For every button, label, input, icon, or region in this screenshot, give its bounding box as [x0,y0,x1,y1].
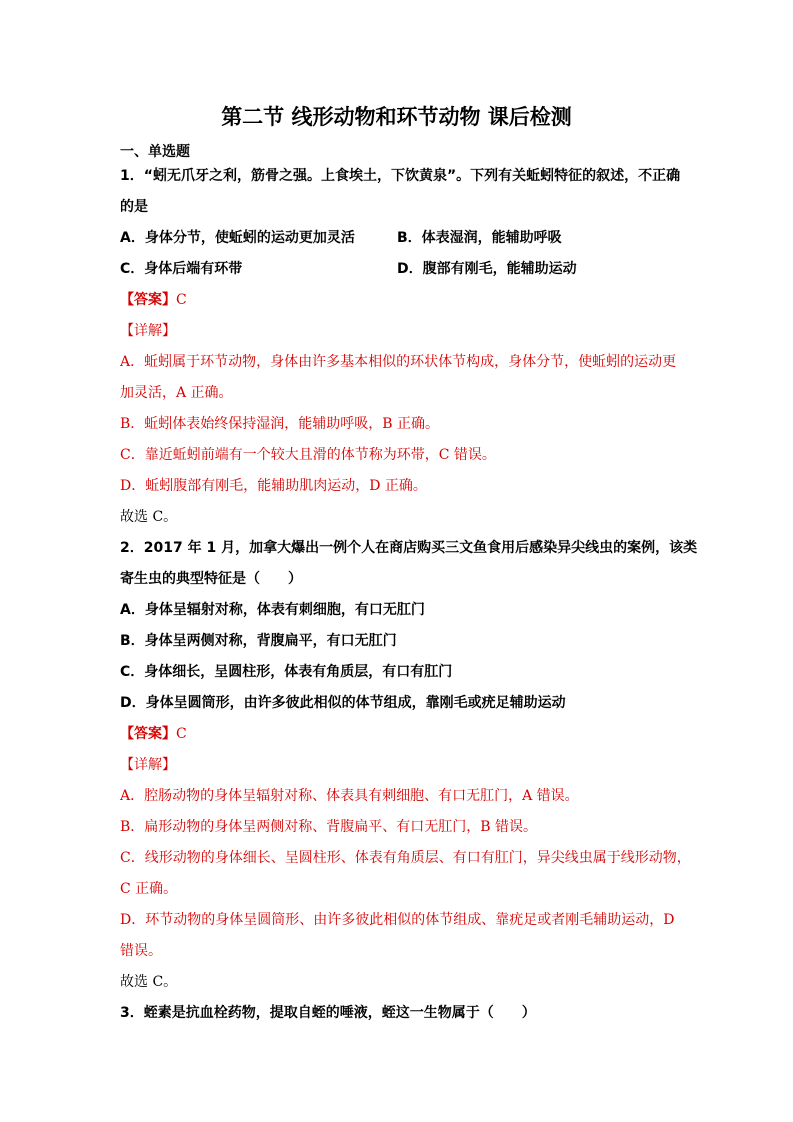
q2-option-c: C．身体细长，呈圆柱形，体表有角质层，有口有肛门 [120,664,453,680]
q1-explanation-a-line2: 加灵活，A 正确。 [120,385,233,401]
q2-answer [120,724,680,744]
q1-stem-line2: 的是 [120,199,148,215]
q1-explanation-b: B．蚯蚓体表始终保持湿润，能辅助呼吸，B 正确。 [120,416,440,432]
answer-value: C [176,292,187,308]
answer-label: 【答案】 [120,726,176,742]
q2-explanation-a: A．腔肠动物的身体呈辐射对称、体表具有刺细胞、有口无肛门，A 错误。 [120,788,579,804]
q2-explanation-c-line2: C 正确。 [120,881,178,897]
page-title: 第二节 线形动物和环节动物 课后检测 [221,105,572,129]
q2-explanation-d-line2: 错误。 [120,943,162,959]
q1-option-c: C．身体后端有环带 [120,261,243,277]
q2-conclusion: 故选 C。 [120,974,178,990]
q2-stem-line2: 寄生虫的典型特征是（ ） [120,571,302,587]
q2-explanation-d-line1: D．环节动物的身体呈圆筒形、由许多彼此相似的体节组成、靠疣足或者刚毛辅助运动，D [120,912,675,928]
q2-detail-label: 【详解】 [120,757,176,773]
q2-explanation-c-line1: C．线形动物的身体细长、呈圆柱形、体表有角质层、有口有肛门，异尖线虫属于线形动物， [120,850,691,866]
q1-option-b: B．体表湿润，能辅助呼吸 [397,230,562,246]
q3-stem-line1: 3．蛭素是抗血栓药物，提取自蛭的唾液，蛭这一生物属于（ ） [120,1005,536,1021]
q1-conclusion: 故选 C。 [120,509,178,525]
q1-option-d: D．腹部有刚毛，能辅助运动 [397,261,577,277]
q1-answer [120,290,680,310]
q2-explanation-b: B．扁形动物的身体呈两侧对称、背腹扁平、有口无肛门，B 错误。 [120,819,538,835]
q2-option-b: B．身体呈两侧对称，背腹扁平，有口无肛门 [120,633,397,649]
q1-explanation-a-line1: A．蚯蚓属于环节动物，身体由许多基本相似的环状体节构成，身体分节，使蚯蚓的运动更 [120,354,677,370]
section-heading: 一、单选题 [120,144,190,160]
q2-option-a: A．身体呈辐射对称，体表有刺细胞，有口无肛门 [120,602,425,618]
q2-option-d: D．身体呈圆筒形，由许多彼此相似的体节组成，靠刚毛或疣足辅助运动 [120,695,566,711]
answer-label: 【答案】 [120,292,176,308]
q2-stem-line1: 2．2017 年 1 月，加拿大爆出一例个人在商店购买三文鱼食用后感染异尖线虫的案例，该类 [120,540,698,556]
answer-value: C [176,726,187,742]
q1-stem-line1: 1．“蚓无爪牙之利，筋骨之强。上食埃土，下饮黄泉”。下列有关蚯蚓特征的叙述，不正确 [120,168,681,184]
q1-explanation-c: C．靠近蚯蚓前端有一个较大且滑的体节称为环带，C 错误。 [120,447,496,463]
q1-explanation-d: D．蚯蚓腹部有刚毛，能辅助肌肉运动，D 正确。 [120,478,427,494]
q1-option-a: A．身体分节，使蚯蚓的运动更加灵活 [120,230,355,246]
q1-detail-label: 【详解】 [120,323,176,339]
